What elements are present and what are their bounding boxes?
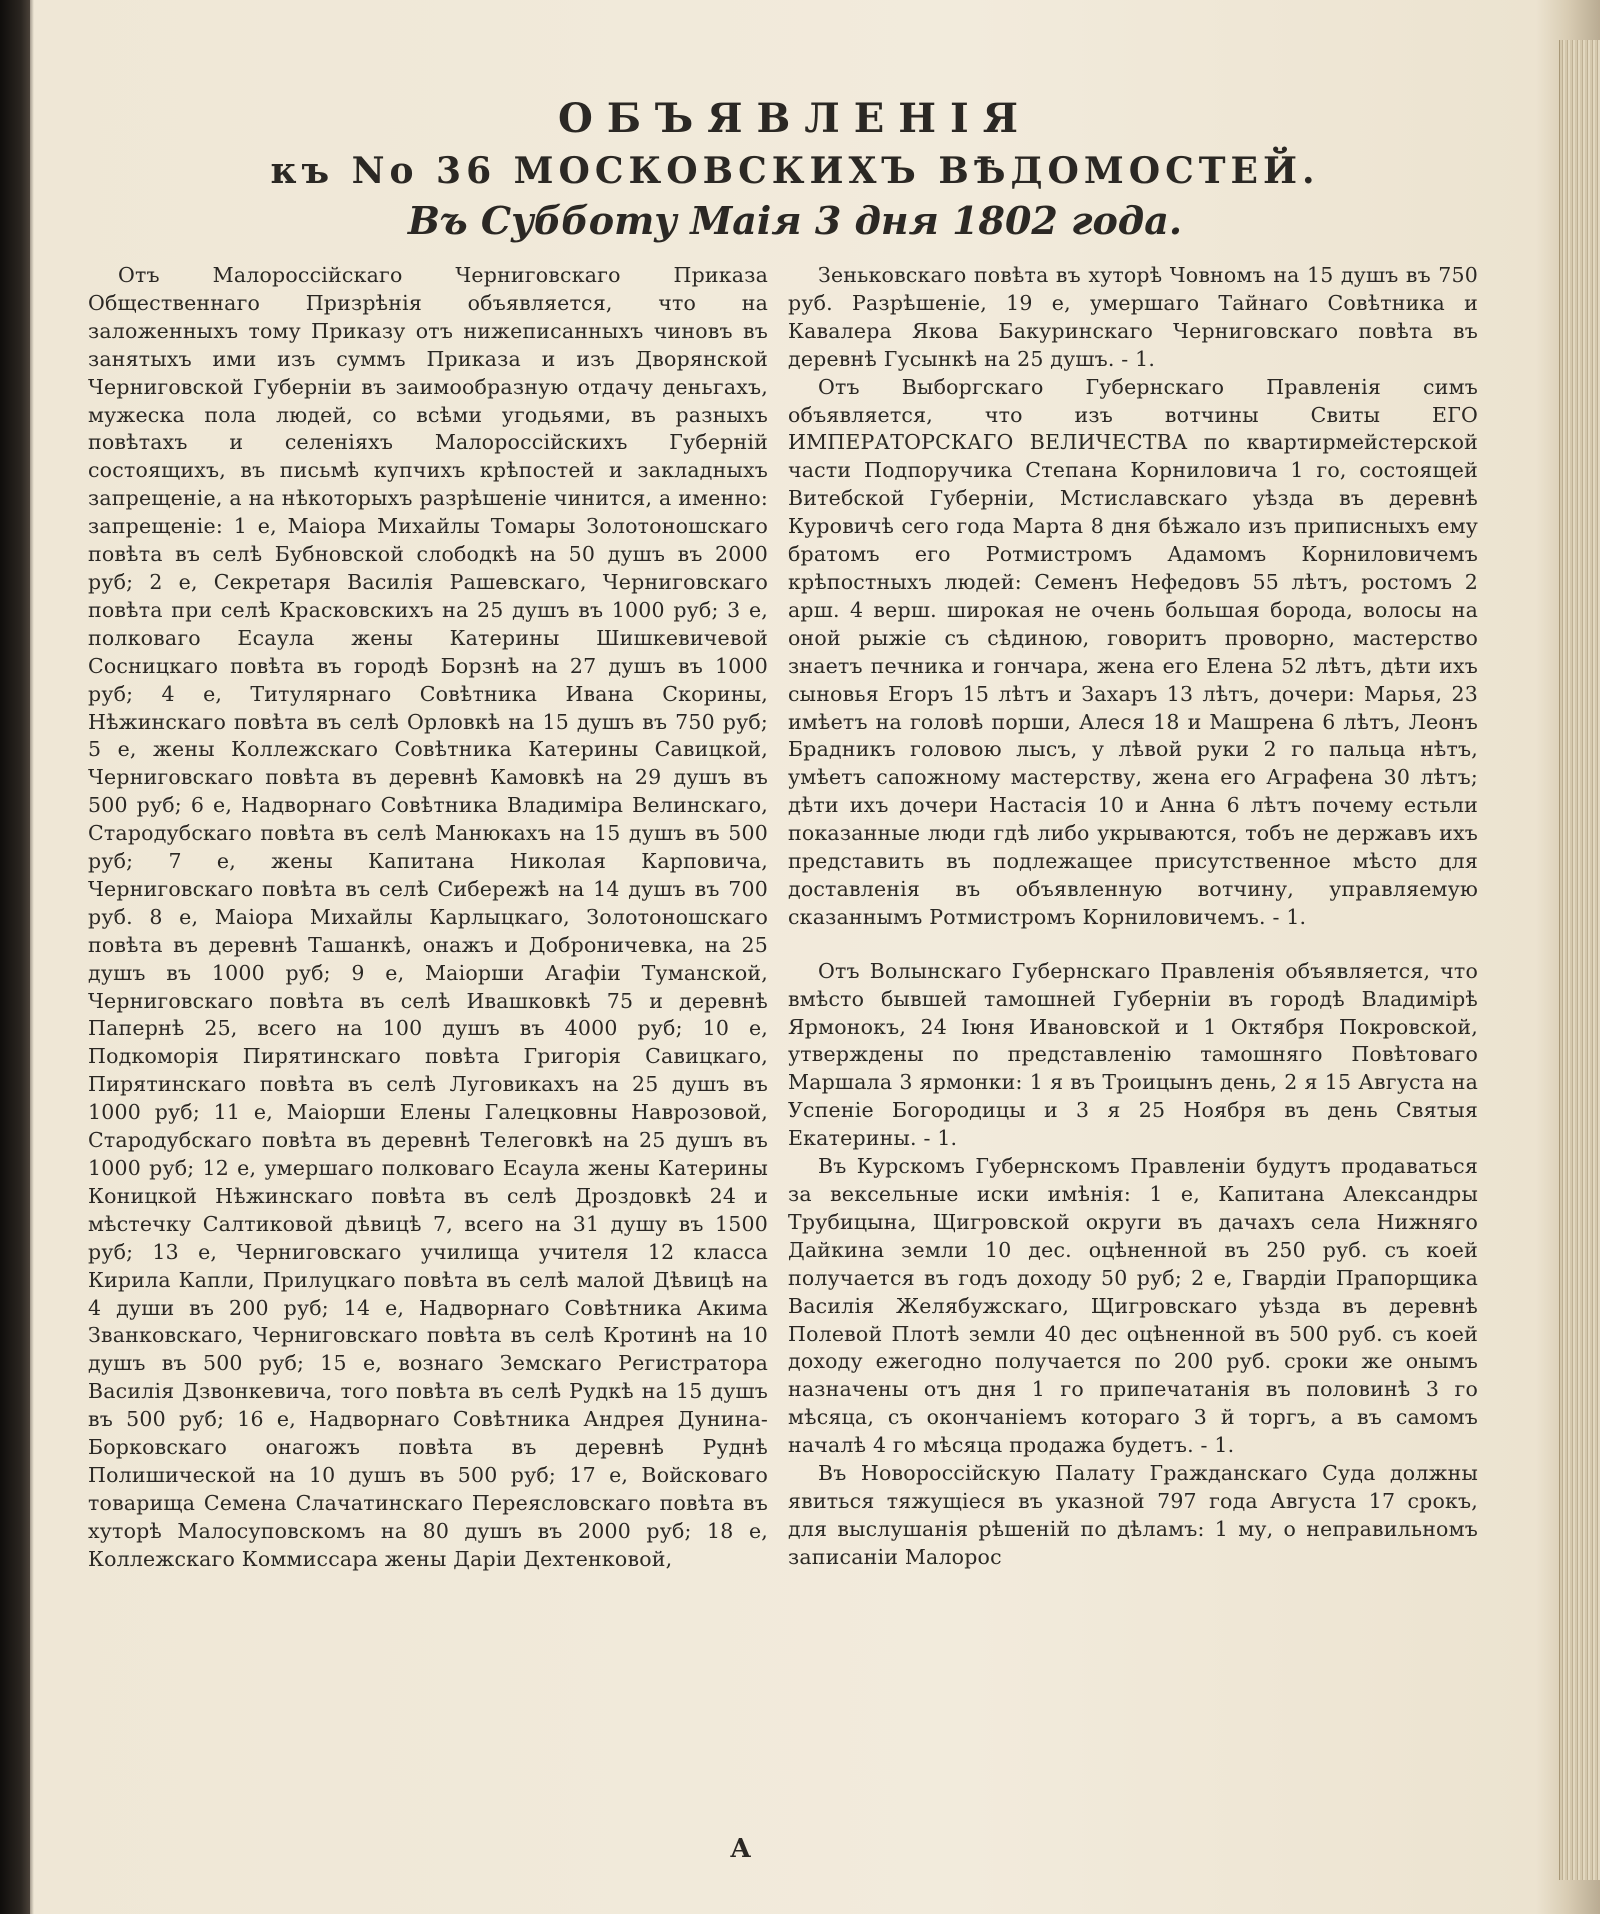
page-edge-stack [1559, 40, 1600, 1880]
left-column [88, 262, 768, 1574]
notice-chernigov-prikaz: Отъ Малороссійскаго Черниговскаго Приказа Общественнаго Призрѣнія объявляется, что на заложенныхъ тому Приказу отъ нижеписанныхъ чиновъ въ занятыхъ ими изъ суммъ Приказа и изъ Дворянской Черниговской Губерніи въ заимообразную отдачу деньгахъ, мужеска пола людей, со всѣми угодьями, въ разныхъ повѣтахъ и селеніяхъ Малороссійскихъ Губерній состоящихъ, въ письмѣ купчихъ крѣпостей и закладныхъ запрещеніе, а на нѣкоторыхъ разрѣшеніе чинится, а именно: запрещеніе: 1 е, Маіора Михайлы Томары Золотоношскаго повѣта въ селѣ Бубновской слободкѣ на 50 душъ въ 2000 руб; 2 е, Секретаря Василія Рашевскаго, Черниговскаго повѣта при селѣ Красковскихъ на 25 душъ въ 1000 руб; 3 е, полковаго Есаула жены Катерины Шишкевичевой Сосницкаго повѣта въ городѣ Борзнѣ на 27 душъ въ 1000 руб; 4 е, Титулярнаго Совѣтника Ивана Скорины, Нѣжинскаго повѣта въ селѣ Орловкѣ на 15 душъ въ 750 руб; 5 е, жены Коллежскаго Совѣтника Катерины Савицкой, Черниговскаго повѣта въ деревнѣ Камовкѣ на 29 душъ въ 500 руб; 6 е, Надворнаго Совѣтника Владиміра Велинскаго, Стародубскаго повѣта въ селѣ Манюкахъ на 15 душъ въ 500 руб; 7 е, жены Капитана Николая Карповича, Черниговскаго повѣта въ селѣ Сибережѣ на 14 душъ въ 700 руб. 8 е, Маіора Михайлы Карлыцкаго, Золотоношскаго повѣта въ деревнѣ Ташанкѣ, онажъ и Доброничевка, на 25 душъ въ 1000 руб; 9 е, Маіорши Агафіи Туманской, Черниговскаго повѣта въ селѣ Ивашковкѣ 75 и деревнѣ Папернѣ 25, всего на 100 душъ въ 4000 руб; 10 е, Подкоморія Пирятинскаго повѣта Григорія Савицкаго, Пирятинскаго повѣта въ селѣ Луговикахъ на 25 душъ въ 1000 руб; 11 е, Маіорши Елены Галецковны Наврозовой, Стародубскаго повѣта въ деревнѣ Телеговкѣ на 25 душъ въ 1000 руб; 12 е, умершаго полковаго Есаула жены Катерины Коницкой Нѣжинскаго повѣта въ селѣ Дроздовкѣ 24 и мѣстечку Салтиковой дѣвицѣ 7, всего на 31 душу въ 1500 руб; 13 е, Черниговскаго училища учителя 12 класса Кирила Капли, Прилуцкаго повѣта въ селѣ малой Дѣвицѣ на 4 души въ 200 руб; 14 е, Надворнаго Совѣтника Акима Званковскаго, Черниговскаго повѣта въ селѣ Кротинѣ на 10 душъ въ 500 руб; 15 е, вознаго Земскаго Регистратора Василія Дзвонкевича, того повѣта въ селѣ Рудкѣ на 15 душъ въ 500 руб; 16 е, Надворнаго Совѣтника Андрея Дунина-Борковскаго онагожъ повѣта въ деревнѣ Руднѣ Полишической на 10 душъ въ 500 руб; 17 е, Войсковаго товарища Семена Слачатинскаго Переясловскаго повѣта въ хуторѣ Малосуповскомъ на 80 душъ въ 2000 руб; 18 е, Коллежскаго Коммиссара жены Даріи Дехтенковой, [88, 263, 768, 1571]
signature-mark: А [730, 1834, 752, 1864]
masthead-date: Въ Субботу Маія 3 дня 1802 года. [407, 198, 1183, 243]
masthead-title: ОБЪЯВЛЕНІЯ [557, 95, 1032, 142]
binding-gutter [0, 0, 30, 1914]
notice-chernigov-continued: Зеньковскаго повѣта въ хуторѣ Човномъ на 15 душъ въ 750 руб. Разрѣшеніе, 19 е, умершаго Тайнаго Совѣтника и Кавалера Якова Бакуринскаго Черниговскаго повѣта въ деревнѣ Гусынкѣ на 25 душъ. - 1. [788, 263, 1478, 371]
notice-vyborg: Отъ Выборгскаго Губернскаго Правленія симъ объявляется, что изъ вотчины Свиты ЕГО ИМПЕРАТОРСКАГО ВЕЛИЧЕСТВА по квартирмейстерской части Подпоручика Степана Корниловича 1 го, состоящей Витебской Губерніи, Мстиславскаго уѣзда въ деревнѣ Куровичѣ сего года Марта 8 дня бѣжало изъ приписныхъ ему братомъ его Ротмистромъ Адамомъ Корниловичемъ крѣпостныхъ людей: Семенъ Нефедовъ 55 лѣтъ, ростомъ 2 арш. 4 верш. широкая не очень большая борода, волосы на оной рыжіе съ сѣдиною, говоритъ проворно, мастерство знаетъ печника и гончара, жена его Елена 52 лѣтъ, дѣти ихъ сыновья Егоръ 15 лѣтъ и Захаръ 13 лѣтъ, дочери: Марья, 23 имѣетъ на головѣ порши, Алеся 18 и Машрена 6 лѣтъ, Леонъ Брадникъ головою лысъ, у лѣвой руки 2 го пальца нѣтъ, умѣетъ сапожному мастерству, жена его Аграфена 30 лѣтъ; дѣти ихъ дочери Настасія 10 и Анна 6 лѣтъ почему естьли показанные люди гдѣ либо укрываются, тобъ не державъ ихъ представить въ подлежащее присутственное мѣсто для доставленія въ объявленную вотчину, управляемую сказаннымъ Ротмистромъ Корниловичемъ. - 1. [788, 374, 1478, 929]
right-column [788, 262, 1478, 1572]
notice-kursk: Въ Курскомъ Губернскомъ Правленіи будутъ продаваться за вексельные иски имѣнія: 1 е, Капитана Александры Трубицына, Щигровской округи въ дачахъ села Нижняго Дайкина земли 10 дес. оцѣненной въ 250 руб. съ коей получается въ годъ доходу 50 руб; 2 е, Гвардіи Прапорщика Василія Желябужскаго, Щигровскаго уѣзда въ деревнѣ Полевой Плотѣ земли 40 дес оцѣненной въ 500 руб. съ коей доходу ежегодно получается по 200 руб. сроки же онымъ назначены отъ дня 1 го припечатанія въ половинѣ 3 го мѣсяца, съ окончаніемъ котораго 3 й торгъ, а въ самомъ началѣ 4 го мѣсяца продажа будетъ. - 1. [788, 1154, 1478, 1458]
notice-volyn: Отъ Волынскаго Губернскаго Правленія объявляется, что вмѣсто бывшей тамошней Губерніи въ городѣ Владимірѣ Ярмонокъ, 24 Іюня Ивановской и 1 Октября Покровской, утверждены по представленію тамошняго Повѣтоваго Маршала 3 ярмонки: 1 я въ Троицынъ день, 2 я 15 Августа на Успеніе Богородицы и 3 я 25 Ноября въ день Святыя Екатерины. - 1. [788, 958, 1478, 1151]
newspaper-page [30, 0, 1560, 1914]
masthead-issue-line: къ No 36 МОСКОВСКИХЪ ВѢДОМОСТЕЙ. [270, 150, 1320, 192]
notice-novorossiysk: Въ Новороссійскую Палату Гражданскаго Суда должны явиться тяжущіеся въ указной 797 года Августа 17 срокъ, для выслушанія рѣшеній по дѣламъ: 1 му, о неправильномъ записаніи Малорос [788, 1461, 1478, 1569]
